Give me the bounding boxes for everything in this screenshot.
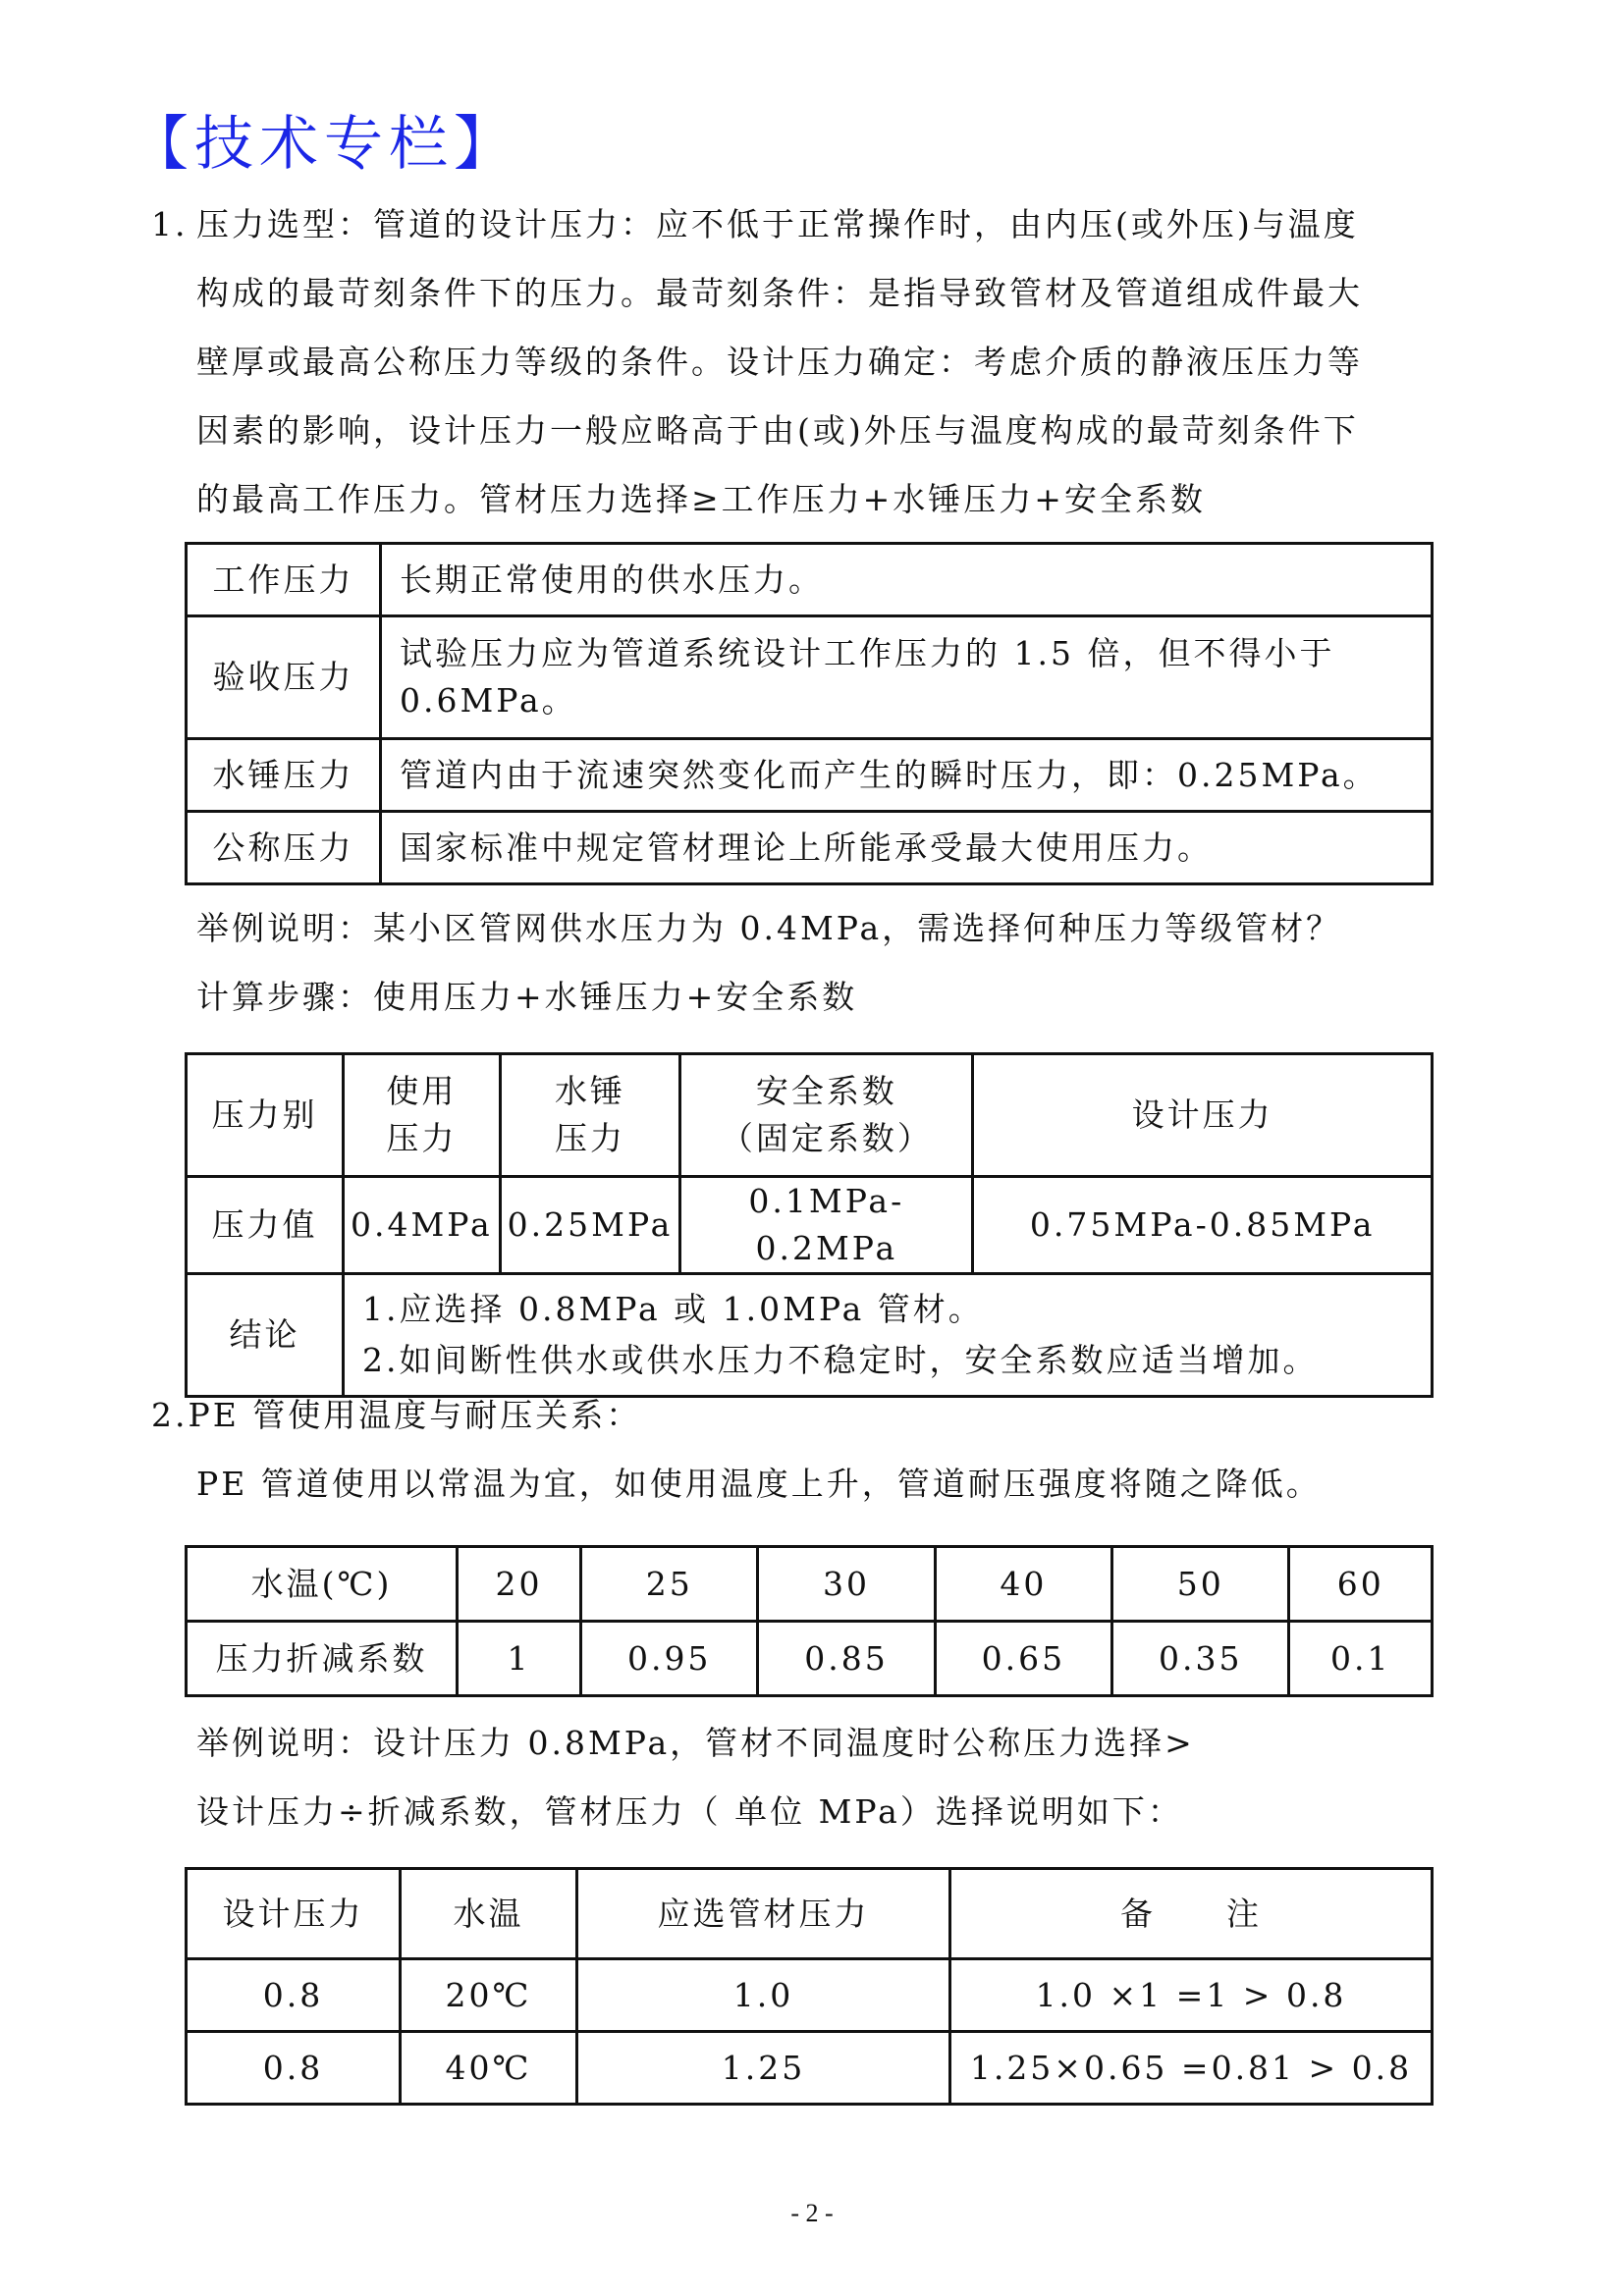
table-row: [187, 544, 1433, 616]
table-row: [187, 1547, 1433, 1622]
desc-cell: 长期正常使用的供水压力。: [381, 544, 1433, 616]
table-cell: 1.0 ×1 =1 > 0.8: [950, 1959, 1433, 2032]
table-cell: 20℃: [401, 1959, 577, 2032]
section-1: [151, 190, 1477, 534]
temp-cell: 30: [758, 1547, 935, 1622]
temp-cell: 20: [458, 1547, 581, 1622]
conclusion-item: 1.应选择 0.8MPa 或 1.0MPa 管材。: [362, 1290, 984, 1328]
row-label-cell: 水温(℃): [187, 1547, 458, 1622]
term-cell: 验收压力: [187, 616, 381, 739]
section-1-line: 1. 压力选型：管道的设计压力：应不低于正常操作时，由内压(或外压)与温度: [151, 190, 1477, 259]
section-1-number: 1.: [151, 205, 189, 243]
section-1-line: 壁厚或最高公称压力等级的条件。设计压力确定：考虑介质的静液压压力等: [196, 343, 1363, 381]
temp-cell: 60: [1289, 1547, 1433, 1622]
definitions-table: [185, 542, 1434, 885]
header-cell: 设计压力: [973, 1054, 1433, 1177]
section-2-heading: 2.PE 管使用温度与耐压关系：: [151, 1396, 642, 1434]
header-cell: 应选管材压力: [577, 1869, 950, 1959]
conclusion-item: 2.如间断性供水或供水压力不稳定时，安全系数应适当增加。: [362, 1341, 1319, 1379]
temp-cell: 40: [935, 1547, 1111, 1622]
desc-cell: 试验压力应为管道系统设计工作压力的 1.5 倍，但不得小于 0.6MPa。: [381, 616, 1433, 739]
column-title: 【技术专栏】: [130, 110, 518, 179]
table-cell: 1.0: [577, 1959, 950, 2032]
header-cell: 设计压力: [187, 1869, 401, 1959]
factor-cell: 0.35: [1112, 1622, 1289, 1696]
table-row: [187, 1177, 1433, 1274]
term-cell: 水锤压力: [187, 739, 381, 812]
temperature-table: [185, 1545, 1434, 1697]
header-cell: 水温: [401, 1869, 577, 1959]
section-1-line: 的最高工作压力。管材压力选择≥工作压力+水锤压力+安全系数: [196, 480, 1206, 518]
header-cell: 使用 压力: [344, 1054, 501, 1177]
table-row: [187, 812, 1433, 884]
table-cell: 40℃: [401, 2032, 577, 2105]
calculation-steps-text: 计算步骤：使用压力+水锤压力+安全系数: [196, 978, 858, 1016]
table-cell: 0.8: [187, 2032, 401, 2105]
selection-table: [185, 1867, 1434, 2106]
desc-cell: 国家标准中规定管材理论上所能承受最大使用压力。: [381, 812, 1433, 884]
table-row: [187, 2032, 1433, 2105]
term-cell: 公称压力: [187, 812, 381, 884]
table-cell: 1.25×0.65 =0.81 > 0.8: [950, 2032, 1433, 2105]
row-label-cell: 压力值: [187, 1177, 344, 1274]
page-number: - 2 -: [790, 2199, 834, 2227]
table-row: [187, 1622, 1433, 1696]
header-cell: 水锤 压力: [500, 1054, 680, 1177]
row-label-cell: 结论: [187, 1274, 344, 1397]
factor-cell: 0.85: [758, 1622, 935, 1696]
factor-cell: 0.95: [581, 1622, 758, 1696]
section-2-text: PE 管道使用以常温为宜，如使用温度上升，管道耐压强度将随之降低。: [196, 1465, 1322, 1503]
value-cell: 0.25MPa: [500, 1177, 680, 1274]
value-cell: 0.1MPa-0.2MPa: [680, 1177, 973, 1274]
section-1-line: 因素的影响，设计压力一般应略高于由(或)外压与温度构成的最苛刻条件下: [196, 411, 1359, 450]
value-cell: 0.4MPa: [344, 1177, 501, 1274]
conclusion-cell: [344, 1274, 1433, 1397]
calculation-table: [185, 1052, 1434, 1398]
factor-cell: 0.1: [1289, 1622, 1433, 1696]
term-cell: 工作压力: [187, 544, 381, 616]
factor-cell: 1: [458, 1622, 581, 1696]
table-cell: 1.25: [577, 2032, 950, 2105]
table-header-row: [187, 1054, 1433, 1177]
table-row: [187, 616, 1433, 739]
header-cell: 备 注: [950, 1869, 1433, 1959]
section-1-line: 构成的最苛刻条件下的压力。最苛刻条件：是指导致管材及管道组成件最大: [196, 274, 1363, 312]
value-cell: 0.75MPa-0.85MPa: [973, 1177, 1433, 1274]
example-1-text: 举例说明：某小区管网供水压力为 0.4MPa，需选择何种压力等级管材？: [196, 909, 1342, 947]
example-2-line-2: 设计压力÷折减系数，管材压力（ 单位 MPa）选择说明如下：: [196, 1792, 1183, 1831]
desc-cell: 管道内由于流速突然变化而产生的瞬时压力，即：0.25MPa。: [381, 739, 1433, 812]
table-header-row: [187, 1869, 1433, 1959]
table-row: [187, 739, 1433, 812]
row-label-cell: 压力折减系数: [187, 1622, 458, 1696]
example-2-line-1: 举例说明：设计压力 0.8MPa，管材不同温度时公称压力选择>: [196, 1724, 1195, 1762]
table-row: [187, 1959, 1433, 2032]
temp-cell: 25: [581, 1547, 758, 1622]
table-cell: 0.8: [187, 1959, 401, 2032]
header-cell: 安全系数 （固定系数）: [680, 1054, 973, 1177]
table-row: [187, 1274, 1433, 1397]
factor-cell: 0.65: [935, 1622, 1111, 1696]
header-cell: 压力别: [187, 1054, 344, 1177]
temp-cell: 50: [1112, 1547, 1289, 1622]
